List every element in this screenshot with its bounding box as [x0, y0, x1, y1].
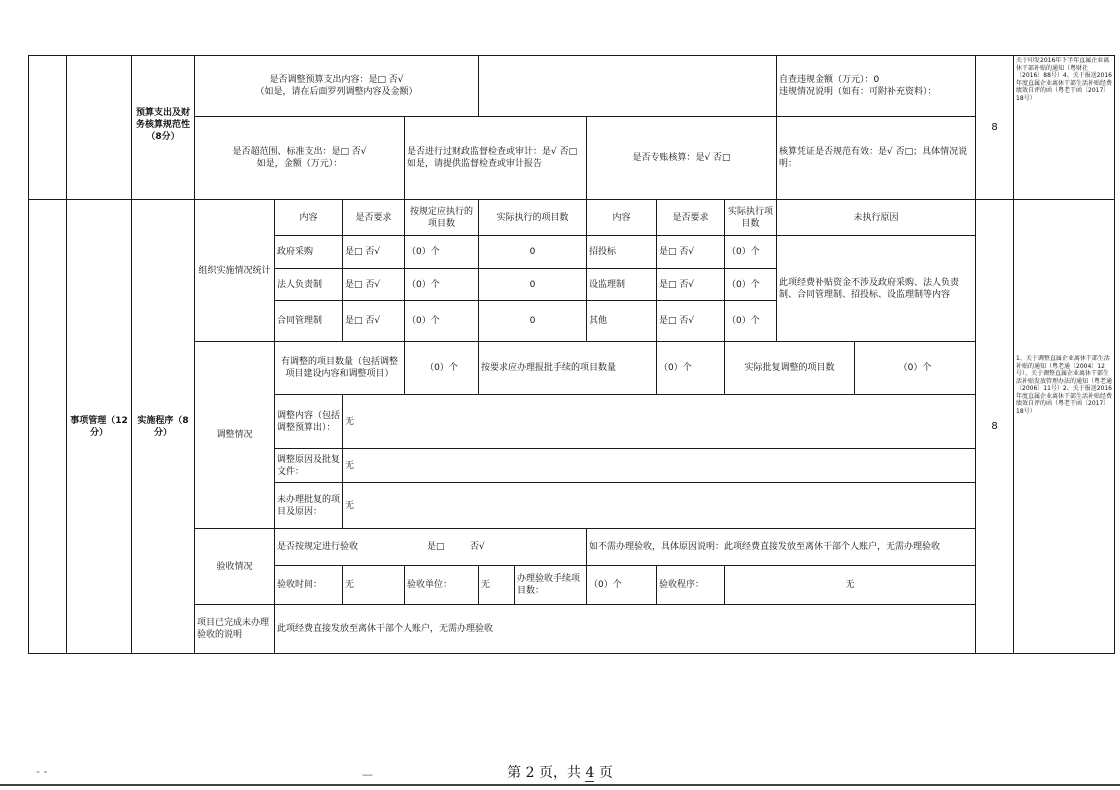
table-cell: 是□ 否√ — [345, 279, 381, 290]
current-page-number: 2 — [525, 765, 535, 781]
table-cell: 是□ 否√ — [345, 316, 381, 326]
scan-mark: — — [362, 768, 373, 781]
approval-count-value: （0）个 — [659, 363, 692, 373]
score-value: 8 — [991, 121, 998, 133]
accept-proc-label: 验收程序： — [659, 580, 705, 590]
accept-question: 是否按规定进行验收 — [277, 542, 359, 552]
adjust-reason-label: 调整原因及批复文件： — [277, 454, 341, 477]
accept-time-label: 验收时间： — [277, 580, 323, 590]
basis-note: 1、关于调整直属企业离休干部生活补贴的通知（粤老通〔2004〕12号）、关于调整直属企业离休干部生活补贴发放管理办法的通知（粤老通〔2006〕11号）2、关于报送2016年度直属企业离休干部生活补贴经费绩效自评的函（粤老干函〔2017〕18号） — [1016, 355, 1113, 415]
column-header: 是否要求 — [355, 212, 392, 223]
table-cell: 0 — [529, 316, 536, 326]
adjust-content-label: 调整内容（包括调整预算出）： — [277, 410, 341, 433]
accept-label: 验收情况 — [216, 561, 253, 572]
category-label: 预算支出及财务核算规范性（8分） — [135, 108, 190, 142]
adjust-count-label: 有调整的项目数量（包括调整项目建设内容和调整项目） — [280, 357, 398, 379]
violation-cell: 自查违规金额（万元）：0 违规情况说明（如有：可附补充资料）： — [779, 75, 937, 97]
table-cell: 设监理制 — [589, 279, 626, 290]
column-header: 内容 — [299, 212, 318, 223]
table-cell: 是□ 否√ — [659, 279, 695, 290]
table-cell: 政府采购 — [277, 247, 314, 257]
column-header: 实际执行项目数 — [727, 206, 773, 229]
page-footer — [0, 762, 1120, 782]
accept-explain: 如不需办理验收，具体原因说明：此项经费直接发放至离休干部个人账户，无需办理验收 — [589, 542, 941, 552]
score-value: 8 — [991, 420, 998, 432]
table-cell: 0 — [529, 279, 536, 290]
table-cell: 是□ 否√ — [659, 316, 695, 326]
subcategory-label: 实施程序（8分） — [137, 415, 189, 438]
accept-unit-label: 验收单位： — [407, 580, 453, 590]
adjust-label: 调整情况 — [216, 430, 253, 440]
special-account-cell: 是否专账核算：是√ 否□ — [632, 153, 731, 163]
table-cell: 合同管理制 — [277, 316, 323, 326]
column-header: 按规定应执行的项目数 — [409, 206, 473, 229]
column-header: 实际执行的项目数 — [496, 212, 569, 223]
over-standard-cell: 是否超范围、标准支出：是□ 否√ 如是，金额（万元）： — [232, 147, 367, 169]
table-border-right — [1114, 55, 1115, 654]
actual-adjust-label: 实际批复调整的项目数 — [744, 363, 835, 373]
accept-unit-value: 无 — [481, 580, 491, 590]
table-cell: 其他 — [589, 316, 608, 326]
table-cell: 是□ 否√ — [659, 247, 695, 257]
approval-count-label: 按要求应办理报批手续的项目数量 — [481, 363, 617, 373]
table-cell: （0）个 — [407, 279, 440, 290]
org-stats-label: 组织实施情况统计 — [198, 265, 271, 276]
done-text: 此项经费直接发放至离休干部个人账户，无需办理验收 — [277, 624, 494, 634]
table-cell: （0）个 — [407, 247, 440, 257]
table-cell: （0）个 — [727, 316, 760, 326]
pending-label: 未办理批复的项目及原因： — [277, 494, 341, 517]
table-cell: （0）个 — [407, 316, 440, 326]
accept-time-value: 无 — [345, 580, 355, 590]
table-cell: 0 — [529, 247, 536, 257]
adjust-reason-value: 无 — [345, 460, 355, 471]
actual-adjust-value: （0）个 — [898, 363, 932, 373]
total-page-number: 4 — [585, 765, 595, 781]
table-cell: 招投标 — [589, 247, 617, 257]
scan-mark: - - — [36, 765, 48, 778]
column-header: 内容 — [612, 212, 631, 223]
adjust-count-value: （0）个 — [425, 363, 458, 373]
done-label: 项目已完成未办理验收的说明 — [197, 618, 270, 640]
table-cell: （0）个 — [727, 247, 760, 257]
voucher-cell: 核算凭证是否规范有效：是√ 否□；具体情况说明： — [779, 147, 968, 169]
budget-adjust-cell: 是否调整预算支出内容：是□ 否√ （如是，请在后面罗列调整内容及金额） — [255, 75, 418, 97]
audit-cell: 是否进行过财政监督检查或审计：是√ 否□ 如是，请提供监督检查或审计报告 — [407, 147, 578, 169]
table-line — [478, 55, 479, 117]
unexecuted-reason: 此项经费补贴资金不涉及政府采购、法人负责制、合同管理制、招投标、设监理制等内容 — [779, 277, 960, 300]
column-header: 是否要求 — [672, 212, 709, 223]
footer-suffix: 页 — [594, 765, 613, 781]
footer-middle: 页，共 — [534, 765, 586, 781]
table-border-left — [28, 55, 29, 654]
table-cell: 是□ 否√ — [345, 247, 381, 257]
category-label: 事项管理（12分） — [70, 415, 128, 438]
table-cell: 法人负责制 — [277, 279, 323, 290]
accept-count-label: 办理验收手续项目数： — [517, 574, 581, 596]
basis-note: 关于印发2016年下半年直属企业离休干部补贴的通知（粤财社〔2016〕88号）4、关于报送2016年度直属企业离休干部生活补贴经费绩效自评的函（粤老干函〔2017〕18号） — [1016, 57, 1113, 102]
accept-yes: 是□ — [427, 542, 445, 552]
accept-no: 否√ — [470, 542, 485, 552]
table-border-bottom — [28, 653, 1115, 654]
table-cell: （0）个 — [727, 279, 760, 290]
column-header: 未执行原因 — [853, 212, 899, 223]
accept-count-value: （0）个 — [589, 580, 622, 590]
adjust-content-value: 无 — [345, 416, 355, 427]
footer-prefix: 第 — [507, 765, 526, 781]
accept-proc-value: 无 — [845, 580, 855, 590]
pending-value: 无 — [345, 500, 355, 511]
scan-edge — [0, 784, 1120, 786]
